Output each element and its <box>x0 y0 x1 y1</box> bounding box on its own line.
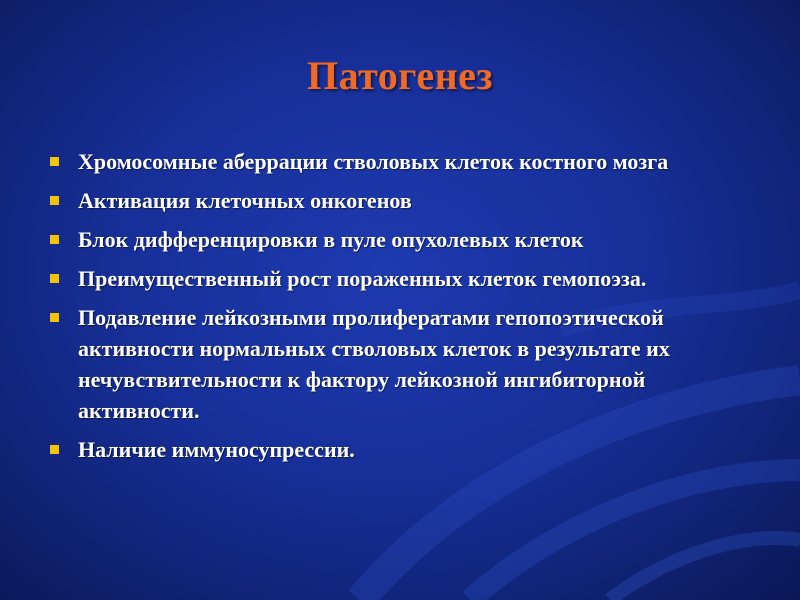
bullet-text: Активация клеточных онкогенов <box>78 188 412 213</box>
slide-title: Патогенез <box>307 53 493 98</box>
bullet-text: Хромосомные аберрации стволовых клеток костного мозга <box>78 149 669 174</box>
square-bullet-icon <box>50 274 59 283</box>
square-bullet-icon <box>50 445 59 454</box>
square-bullet-icon <box>50 235 59 244</box>
bullet-text: Наличие иммуносупрессии. <box>78 437 355 462</box>
square-bullet-icon <box>50 196 59 205</box>
list-item <box>48 185 748 216</box>
square-bullet-icon <box>50 313 59 322</box>
list-item <box>48 302 748 426</box>
list-item <box>48 224 748 255</box>
list-item <box>48 434 748 465</box>
bullet-text: Подавление лейкозными пролифератами гепопоэтической активности нормальных стволовых клеток в результате их нечувствительности к фактору лейкозной ингибиторной активности. <box>78 305 670 423</box>
list-item <box>48 263 748 294</box>
bullet-text: Преимущественный рост пораженных клеток гемопоэза. <box>78 266 647 291</box>
bullet-list <box>48 146 748 473</box>
square-bullet-icon <box>50 157 59 166</box>
bullet-text: Блок дифференцировки в пуле опухолевых клеток <box>78 227 584 252</box>
list-item <box>48 146 748 177</box>
